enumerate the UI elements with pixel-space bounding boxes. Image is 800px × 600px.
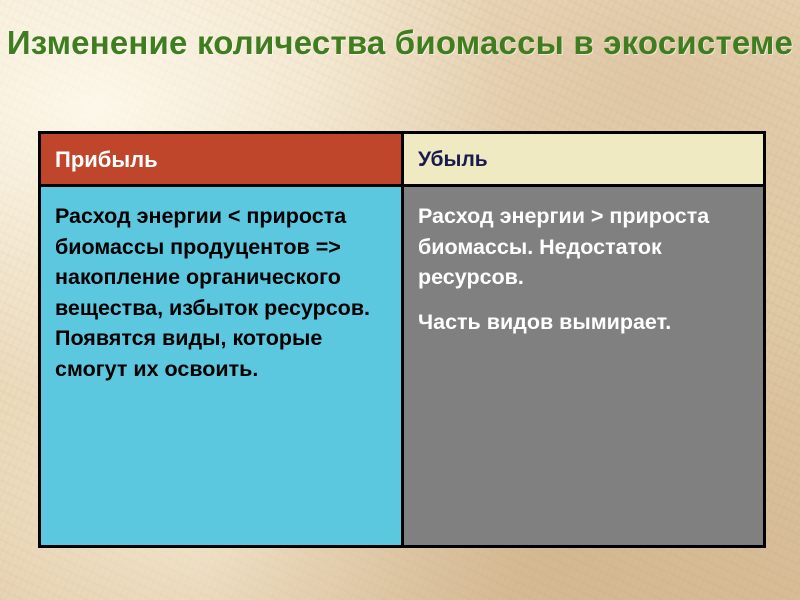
profit-paragraph-1: Расход энергии < прироста биомассы продуцентов => накопление органического вещества, избыток ресурсов. Появятся виды, которые смогут их освоить. bbox=[55, 204, 371, 381]
loss-paragraph-1: Расход энергии > прироста биомассы. Недостаток ресурсов. bbox=[418, 204, 710, 290]
table-cell-loss-body bbox=[404, 187, 763, 545]
table-header-label-loss: Убыль bbox=[418, 147, 488, 171]
table-header-row bbox=[41, 134, 763, 187]
table-cell-profit-body bbox=[41, 187, 404, 545]
table-header-label-profit: Прибыль bbox=[55, 146, 158, 172]
loss-paragraph-2: Часть видов вымирает. bbox=[418, 309, 672, 334]
table-header-cell-profit bbox=[41, 134, 404, 187]
page-title: Изменение количества биомассы в экосистеме bbox=[6, 24, 794, 61]
table-header-cell-loss bbox=[404, 134, 763, 187]
biomass-change-table bbox=[38, 131, 766, 548]
table-body-row bbox=[41, 187, 763, 545]
